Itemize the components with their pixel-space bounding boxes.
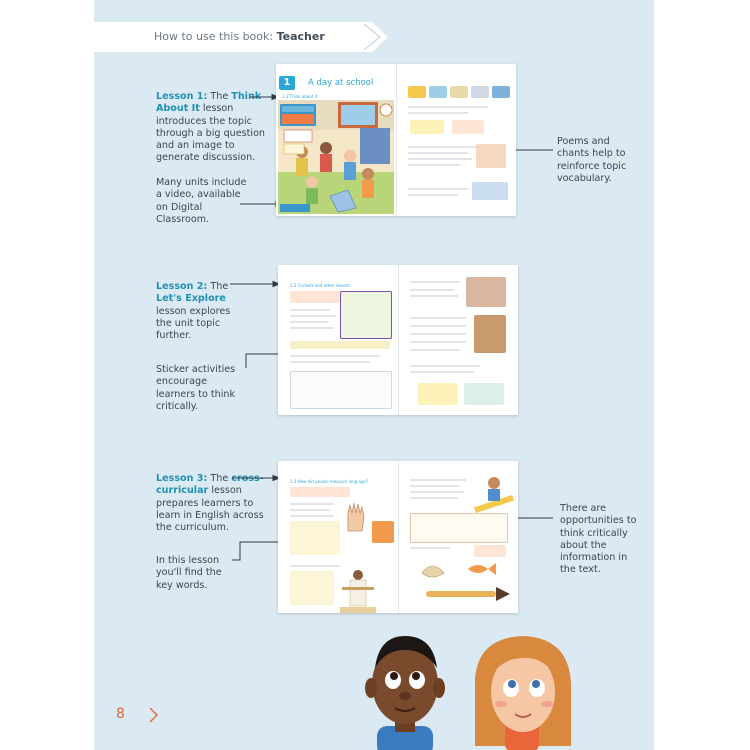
text-line: [408, 194, 458, 196]
poem-illustration: [476, 144, 506, 168]
lesson3-desc: lesson prepares learners to learn in English across the curriculum.: [156, 485, 264, 534]
spread1-lesson: 1.1 Think about it: [282, 94, 318, 99]
speech-bubble: [410, 120, 444, 134]
text-line: [410, 333, 466, 335]
speech-bubble: [474, 545, 506, 557]
lesson1-desc: lesson introduces the topic through a big question and an image to generate discussion.: [156, 103, 266, 164]
text-line: [408, 152, 468, 154]
text-line: [410, 341, 466, 343]
measure-table: [410, 513, 508, 543]
page-number: 8: [116, 706, 125, 722]
child-photo: [474, 315, 506, 353]
activity-box: [290, 521, 340, 555]
text-line: [290, 309, 330, 311]
text-line: [408, 188, 468, 190]
text-line: [410, 281, 460, 283]
spread1-title: A day at school: [308, 78, 374, 88]
vocab-pic-4: [471, 86, 489, 98]
spread3-fold: [398, 461, 399, 613]
text-line: [290, 515, 334, 517]
text-line: [410, 289, 454, 291]
text-line: [410, 547, 450, 549]
speech-bubble: [418, 383, 458, 405]
egyptian-figure-icon: [340, 567, 376, 613]
spread2-lesson: 1.2 Crickets and other insects: [290, 283, 350, 288]
boy-figure: [365, 636, 445, 750]
vocab-pic-1: [408, 86, 426, 98]
ruler-measure-icon: [474, 473, 514, 513]
speech-bubble: [464, 383, 504, 405]
goals-box: [290, 487, 350, 497]
text-line: [410, 295, 458, 297]
speech-bubble: [452, 120, 484, 134]
text-line: [290, 503, 334, 505]
text-line: [408, 112, 468, 114]
lesson1-pre: The: [210, 91, 229, 102]
text-line: [410, 479, 466, 481]
lesson1-name: Think About It: [156, 91, 262, 115]
lesson1-label: Lesson 1:: [156, 91, 208, 102]
keywords-text: In this lesson you'll find the key words.: [156, 555, 222, 591]
text-line: [408, 106, 488, 108]
spread2-fold: [398, 265, 399, 415]
text-line: [290, 327, 334, 329]
girl-figure: [475, 636, 571, 750]
text-line: [410, 349, 460, 351]
video-text: Many units include a video, available on Digital Classroom.: [156, 177, 247, 225]
text-line: [290, 565, 340, 567]
text-line: [408, 158, 472, 160]
text-line: [410, 317, 466, 319]
activity-box: [290, 571, 334, 605]
vocab-pic-5: [492, 86, 510, 98]
vocab-pic-3: [450, 86, 468, 98]
text-line: [410, 325, 466, 327]
cricket-photo: [340, 291, 392, 339]
text-line: [410, 365, 480, 367]
lesson3-label: Lesson 3:: [156, 473, 208, 484]
text-line: [290, 355, 380, 357]
train-illustration: [472, 182, 508, 200]
people-photo: [466, 277, 506, 307]
lesson2-name: Let's Explore: [156, 293, 226, 305]
text-line: [410, 371, 474, 373]
vocab-pic-2: [429, 86, 447, 98]
spread-lesson1: [276, 64, 516, 216]
lesson2-label: Lesson 2:: [156, 281, 208, 292]
spread3-lesson: 1.3 How did people measure long ago?: [290, 479, 369, 484]
unit-number: 1: [283, 77, 291, 88]
spread-lesson3: [278, 461, 518, 613]
header-prefix: How to use this book:: [154, 30, 274, 43]
spread-lesson2: [278, 265, 518, 415]
text-line: [290, 315, 336, 317]
lesson3-name: cross-curricular: [156, 473, 264, 497]
hand-measure-icon: [342, 499, 370, 533]
chevron-right-icon: [148, 707, 160, 723]
text-line: [290, 321, 328, 323]
lesson2-pre: The: [210, 281, 229, 292]
text-line: [408, 146, 478, 148]
text-line: [290, 361, 370, 363]
lesson3-pre: The: [210, 473, 229, 484]
objects-to-measure: [418, 557, 514, 607]
spread1-fold: [396, 64, 397, 216]
text-line: [410, 497, 458, 499]
opportunities-text: There are opportunities to think critically about the information in the text.: [560, 503, 637, 576]
text-line: [410, 491, 464, 493]
lesson2-desc: lesson explores the unit topic further.: [156, 305, 231, 342]
sticker-text: Sticker activities encourage learners to think critically.: [156, 364, 236, 412]
header-role: Teacher: [276, 30, 325, 43]
sticker-strip: [290, 341, 390, 349]
text-line: [408, 164, 460, 166]
poems-text: Poems and chants help to reinforce topic vocabulary.: [557, 136, 627, 184]
goals-box: [290, 291, 340, 303]
keywords-box: [372, 521, 394, 543]
text-line: [410, 485, 460, 487]
classroom-illustration: [278, 100, 394, 214]
text-line: [290, 509, 330, 511]
children-illustration: [355, 628, 585, 750]
table-grid: [290, 371, 392, 409]
